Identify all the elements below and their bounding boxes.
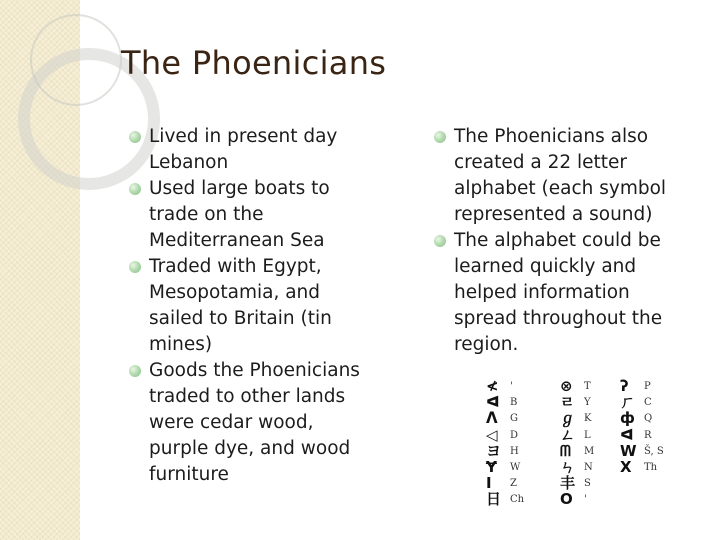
latin-letter: M [584,445,595,457]
phoenician-alphabet-chart [478,378,678,518]
list-item [128,176,378,254]
list-item [128,124,378,176]
bullet-text: The Phoenicians also created a 22 letter alphabet (each symbol represented a sound) [454,126,667,225]
phoenician-glyph: 日 [486,490,502,509]
bullet-text: Traded with Egypt, Mesopotamia, and sailed to Britain (tin mines) [149,256,332,355]
bullet-text: The alphabet could be learned quickly and helped information spread throughout the region. [454,230,663,355]
phoenician-glyph: Ɏ [486,458,497,476]
phoenician-glyph: W [620,441,637,460]
latin-letter: D [510,429,519,441]
latin-letter: ' [584,494,587,506]
latin-letter: B [510,397,518,409]
phoenician-glyph: ◁ [486,425,498,444]
latin-letter: T [584,381,591,392]
bullet-text: Goods the Phoenicians traded to other lands were cedar wood, purple dye, and wood furniture [149,360,360,485]
phoenician-glyph: ᐱ [486,409,498,428]
latin-letter: Ch [510,494,525,506]
phoenician-glyph: ᐊ [486,393,500,412]
bullet-text: Used large boats to trade on the Mediterranean Sea [149,178,330,251]
left-bullet-list [128,124,378,488]
phoenician-glyph: ᐊ [620,425,634,444]
list-item [433,124,693,228]
latin-letter: Z [510,478,517,490]
phoenician-glyph: ㄣ [560,458,576,476]
bullet-text: Lived in present day Lebanon [149,126,338,173]
phoenician-glyph: ≮ [486,377,499,395]
latin-letter: Q [644,413,653,425]
latin-letter: P [644,381,651,392]
bullet-icon [129,261,141,273]
phoenician-glyph: ㄏ [620,393,636,412]
decorative-ring-thin [30,14,122,106]
phoenician-glyph: ℊ [560,409,576,428]
phoenician-glyph: X [620,458,632,476]
phoenician-glyph: 丰 [560,474,576,493]
phoenician-glyph: ⊗ [560,377,573,395]
phoenician-glyph: I [486,474,492,493]
latin-letter: W [510,462,521,473]
latin-letter: H [510,445,519,457]
latin-letter: G [510,413,518,425]
right-bullet-list [433,124,693,358]
latin-letter: S [584,478,591,490]
bullet-icon [129,183,141,195]
phoenician-glyph: O [560,490,573,509]
latin-letter: Y [584,397,591,409]
phoenician-glyph: ʔ [620,377,629,395]
phoenician-glyph: ᗰ [560,441,571,460]
latin-letter: R [644,429,652,441]
latin-letter: Š, S [644,445,664,457]
bullet-icon [129,131,141,143]
bullet-icon [129,365,141,377]
phoenician-glyph: ㄥ [560,425,576,444]
phoenician-glyph: ㄹ [560,393,575,412]
latin-letter: Th [644,462,658,473]
bullet-icon [434,235,446,247]
list-item [128,254,378,358]
latin-letter: K [584,413,592,425]
latin-letter: L [584,429,591,441]
latin-letter: C [644,397,652,409]
latin-letter: N [584,462,593,473]
latin-letter: ' [510,381,513,392]
phoenician-glyph: ヨ [486,441,502,460]
slide-title: The Phoenicians [121,44,387,82]
bullet-icon [434,131,446,143]
phoenician-glyph: ф [620,409,635,428]
list-item [128,358,378,488]
list-item [433,228,693,358]
